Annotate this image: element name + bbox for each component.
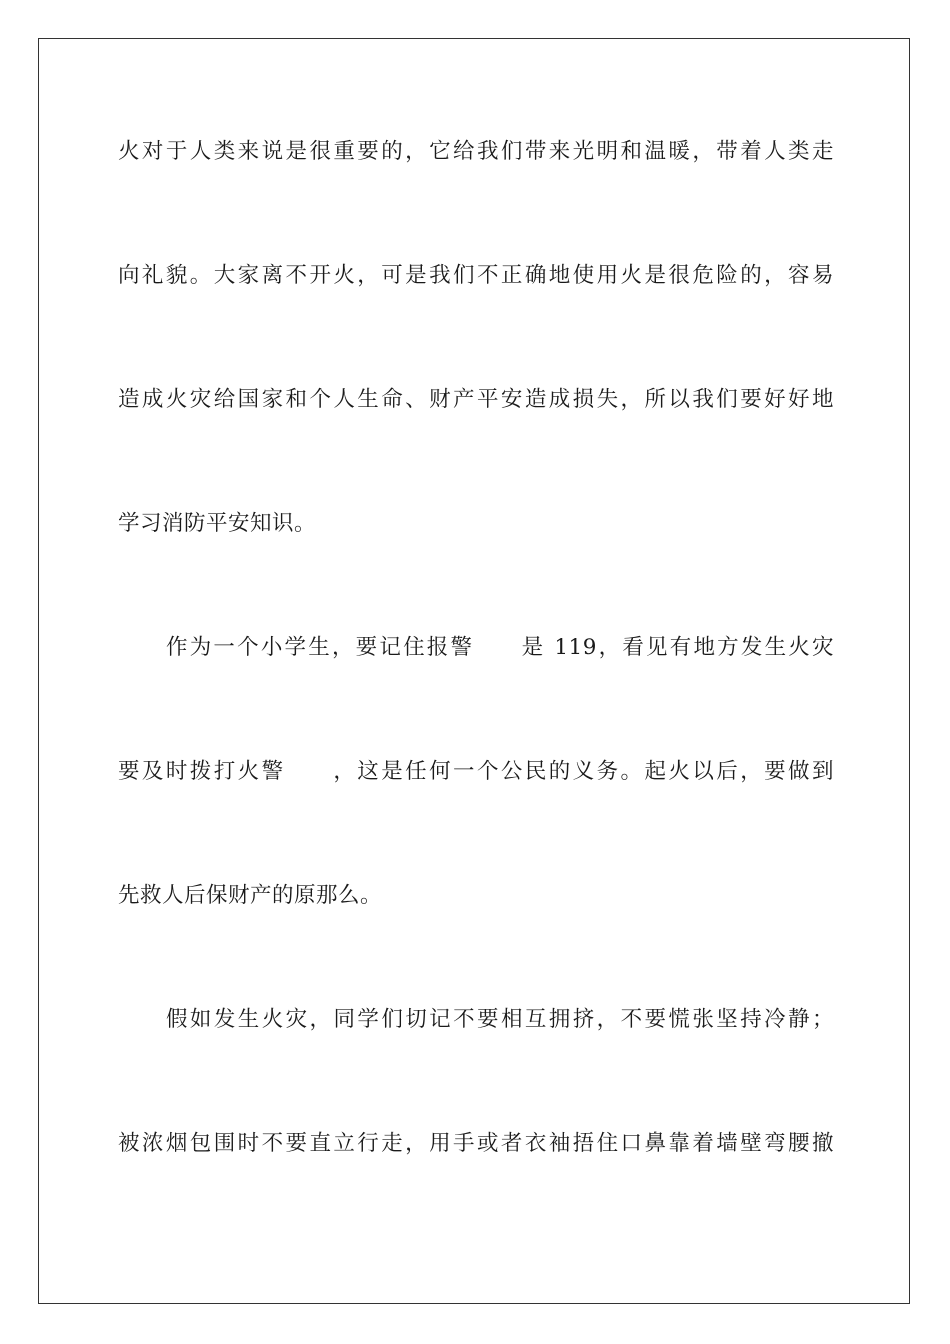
paragraph-1-line-4: 学习消防平安知识。 — [118, 511, 317, 536]
paragraph-2-line-3: 先救人后保财产的原那么。 — [118, 883, 383, 908]
paragraph-2-line-1: 作为一个小学生，要记住报警 是 119，看见有地方发生火灾 — [166, 635, 834, 660]
paragraph-3-line-2: 被浓烟包围时不要直立行走，用手或者衣袖捂住口鼻靠着墙壁弯腰撤 — [118, 1131, 834, 1156]
paragraph-1-line-3: 造成火灾给国家和个人生命、财产平安造成损失，所以我们要好好地 — [118, 387, 834, 412]
paragraph-1-line-1: 火对于人类来说是很重要的，它给我们带来光明和温暖，带着人类走 — [118, 139, 834, 164]
paragraph-1-line-2: 向礼貌。大家离不开火，可是我们不正确地使用火是很危险的，容易 — [118, 263, 834, 288]
page-border — [38, 38, 910, 1304]
paragraph-3-line-1: 假如发生火灾，同学们切记不要相互拥挤，不要慌张坚持冷静； — [166, 1007, 834, 1032]
paragraph-2-line-2: 要及时拨打火警 ，这是任何一个公民的义务。起火以后，要做到 — [118, 759, 834, 784]
